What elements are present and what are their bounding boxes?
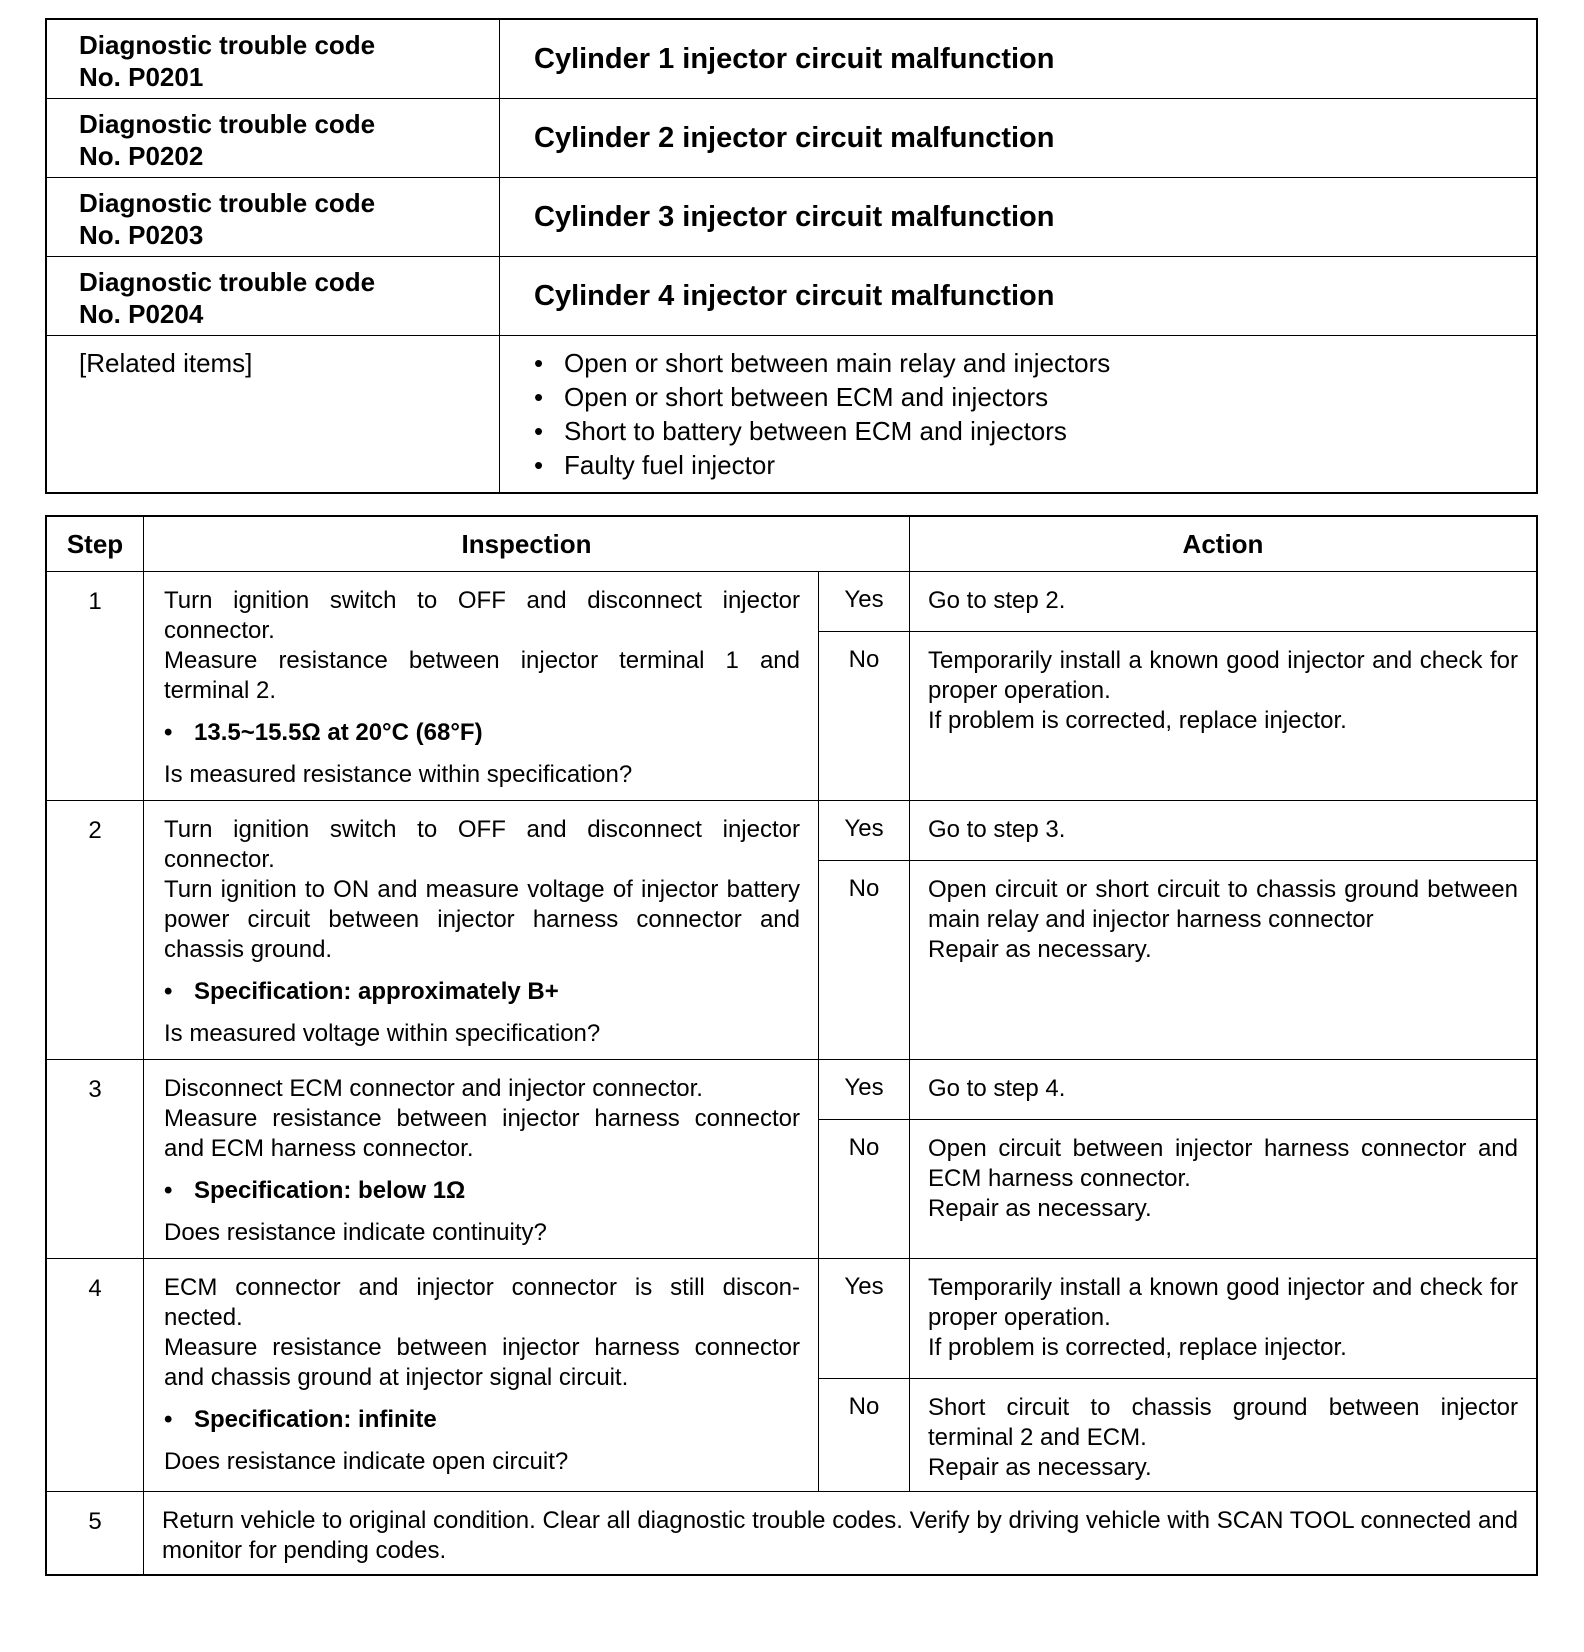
related-item-text: Open or short between ECM and injectors: [564, 382, 1049, 412]
dtc-title: Cylinder 1 injector circuit malfunction: [500, 19, 1538, 99]
action-text: If problem is corrected, replace injector.: [928, 1334, 1347, 1361]
action-text: Temporarily install a known good injector and check for proper operation.: [928, 1274, 1518, 1331]
related-item-text: Short to battery between ECM and injectors: [564, 416, 1067, 446]
yes-label: Yes: [819, 1060, 910, 1120]
inspection-text: Measure resistance between injector terminal 1 and terminal 2.: [164, 647, 800, 704]
action-text: Go to step 4.: [928, 1075, 1066, 1102]
action-text: Short circuit to chassis ground between injector terminal 2 and ECM.: [928, 1394, 1518, 1451]
related-items-row: [46, 336, 1537, 494]
action-text: If problem is corrected, replace injector.: [928, 707, 1347, 734]
inspection-text: Disconnect ECM connector and injector connector.: [164, 1075, 703, 1102]
yes-action: [910, 1259, 1538, 1379]
no-action: [910, 1120, 1538, 1259]
action-text: Repair as necessary.: [928, 1454, 1152, 1481]
dtc-code-number: No. P0201: [79, 62, 204, 92]
inspection-text: Measure resistance between injector harness connector and ECM harness connector.: [164, 1105, 800, 1162]
dtc-code-label: [46, 99, 500, 178]
action-text: Open circuit between injector harness connector and ECM harness connector.: [928, 1135, 1518, 1192]
dtc-row: [46, 99, 1537, 178]
inspection-text: ECM connector and injector connector is still discon-nected.: [164, 1274, 800, 1331]
yes-action: [910, 572, 1538, 632]
step-number: 5: [46, 1492, 144, 1576]
dtc-code-label: [46, 257, 500, 336]
yes-label: Yes: [819, 1259, 910, 1379]
inspection-text: Turn ignition switch to OFF and disconnect injector connector.: [164, 587, 800, 644]
bullet-icon: •: [534, 382, 544, 412]
inspection-cell: [144, 1060, 819, 1259]
dtc-label-text: Diagnostic trouble code: [79, 188, 376, 218]
inspection-text: Turn ignition switch to OFF and disconnect injector connector.: [164, 816, 800, 873]
dtc-table: [45, 18, 1538, 494]
step-5-text: Return vehicle to original condition. Clear all diagnostic trouble codes. Verify by driving vehicle with SCAN TOOL connected and monitor for pending codes.: [144, 1492, 1538, 1576]
specification: [164, 977, 800, 1007]
inspection-question: Is measured voltage within specification?: [164, 1020, 601, 1047]
step-row: [46, 1492, 1537, 1576]
dtc-code-number: No. P0203: [79, 220, 204, 250]
dtc-code-label: [46, 178, 500, 257]
specification-text: Specification: approximately B+: [194, 978, 559, 1005]
bullet-icon: •: [164, 719, 173, 746]
bullet-icon: •: [534, 348, 544, 378]
no-action: [910, 632, 1538, 801]
inspection-question: Does resistance indicate continuity?: [164, 1219, 547, 1246]
step-row: [46, 801, 1537, 861]
dtc-code-label: [46, 19, 500, 99]
dtc-title: Cylinder 2 injector circuit malfunction: [500, 99, 1538, 178]
inspection-question: Does resistance indicate open circuit?: [164, 1448, 569, 1475]
no-label: No: [819, 861, 910, 1060]
step-number: 4: [46, 1259, 144, 1492]
specification-text: 13.5~15.5Ω at 20°C (68°F): [194, 719, 483, 746]
bullet-icon: •: [534, 450, 544, 480]
action-text: Go to step 3.: [928, 816, 1066, 843]
inspection-text: Measure resistance between injector harness connector and chassis ground at injector signal circuit.: [164, 1334, 800, 1391]
specification: [164, 718, 800, 748]
step-number: 1: [46, 572, 144, 801]
bullet-icon: •: [164, 1406, 173, 1433]
related-items-label: [Related items]: [46, 336, 500, 494]
yes-label: Yes: [819, 801, 910, 861]
action-text: Open circuit or short circuit to chassis ground between main relay and injector harness connector: [928, 876, 1518, 933]
dtc-label-text: Diagnostic trouble code: [79, 109, 376, 139]
action-text: Repair as necessary.: [928, 936, 1152, 963]
dtc-row: [46, 19, 1537, 99]
action-text: Repair as necessary.: [928, 1195, 1152, 1222]
related-item-text: Faulty fuel injector: [564, 450, 775, 480]
dtc-label-text: Diagnostic trouble code: [79, 267, 376, 297]
specification-text: Specification: below 1Ω: [194, 1177, 466, 1204]
inspection-text: Turn ignition to ON and measure voltage of injector battery power circuit between injector harness connector and chassis ground.: [164, 876, 800, 963]
inspection-cell: [144, 572, 819, 801]
no-action: [910, 861, 1538, 1060]
yes-action: [910, 801, 1538, 861]
related-item: [534, 448, 1502, 482]
no-action: [910, 1379, 1538, 1492]
step-row: [46, 1060, 1537, 1120]
step-row: [46, 1259, 1537, 1379]
header-step: Step: [46, 516, 144, 572]
dtc-row: [46, 257, 1537, 336]
related-item: [534, 346, 1502, 380]
dtc-title: Cylinder 4 injector circuit malfunction: [500, 257, 1538, 336]
dtc-label-text: Diagnostic trouble code: [79, 30, 376, 60]
related-item: [534, 380, 1502, 414]
yes-label: Yes: [819, 572, 910, 632]
inspection-cell: [144, 1259, 819, 1492]
yes-action: [910, 1060, 1538, 1120]
header-inspection: Inspection: [144, 516, 910, 572]
step-number: 3: [46, 1060, 144, 1259]
bullet-icon: •: [534, 416, 544, 446]
dtc-code-number: No. P0202: [79, 141, 204, 171]
dtc-code-number: No. P0204: [79, 299, 204, 329]
header-action: Action: [910, 516, 1538, 572]
dtc-title: Cylinder 3 injector circuit malfunction: [500, 178, 1538, 257]
specification: [164, 1176, 800, 1206]
related-item: [534, 414, 1502, 448]
procedure-table: [45, 515, 1538, 1576]
bullet-icon: •: [164, 978, 173, 1005]
specification: [164, 1405, 800, 1435]
bullet-icon: •: [164, 1177, 173, 1204]
no-label: No: [819, 1120, 910, 1259]
no-label: No: [819, 1379, 910, 1492]
no-label: No: [819, 632, 910, 801]
step-row: [46, 572, 1537, 632]
step-number: 2: [46, 801, 144, 1060]
inspection-cell: [144, 801, 819, 1060]
action-text: Temporarily install a known good injector and check for proper operation.: [928, 647, 1518, 704]
related-item-text: Open or short between main relay and injectors: [564, 348, 1111, 378]
inspection-question: Is measured resistance within specification?: [164, 761, 633, 788]
header-row: [46, 516, 1537, 572]
related-items-list: [500, 336, 1538, 494]
dtc-row: [46, 178, 1537, 257]
specification-text: Specification: infinite: [194, 1406, 437, 1433]
action-text: Go to step 2.: [928, 587, 1066, 614]
